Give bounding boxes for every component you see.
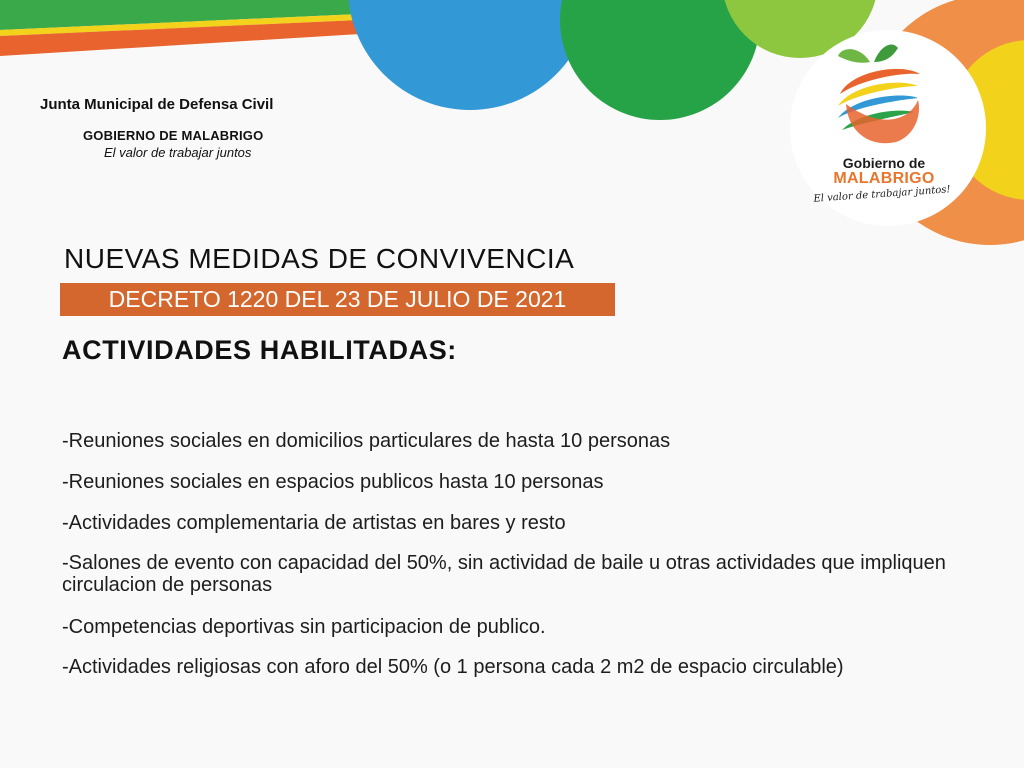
logo-line-2: MALABRIGO (833, 170, 935, 187)
page-title: NUEVAS MEDIDAS DE CONVIVENCIA (64, 243, 575, 274)
organization-name: Junta Municipal de Defensa Civil (40, 96, 274, 113)
decree-text: DECRETO 1220 DEL 23 DE JULIO DE 2021 (108, 286, 567, 312)
list-item: -Reuniones sociales en espacios publicos hasta 10 personas (62, 471, 604, 493)
section-heading: ACTIVIDADES HABILITADAS: (62, 335, 457, 365)
blue-circle (348, 0, 592, 110)
list-item: -Actividades religiosas con aforo del 50% (o 1 persona cada 2 m2 de espacio circulable) (62, 656, 844, 678)
green-circle (560, 0, 760, 120)
logo-tagline: El valor de trabajar juntos! (813, 184, 951, 205)
logo-line-1: Gobierno de (842, 155, 926, 171)
slogan: El valor de trabajar juntos (104, 145, 252, 160)
list-item: -Actividades complementaria de artistas en bares y resto (62, 512, 566, 534)
government-name: GOBIERNO DE MALABRIGO (83, 128, 264, 143)
decree-banner (60, 283, 615, 316)
list-item: -Reuniones sociales en domicilios particulares de hasta 10 personas (62, 430, 671, 452)
list-item: -Competencias deportivas sin participacion de publico. (62, 616, 546, 638)
list-item: -Salones de evento con capacidad del 50%, sin actividad de baile u otras actividades que impliquen circulacion de personas (62, 552, 946, 596)
